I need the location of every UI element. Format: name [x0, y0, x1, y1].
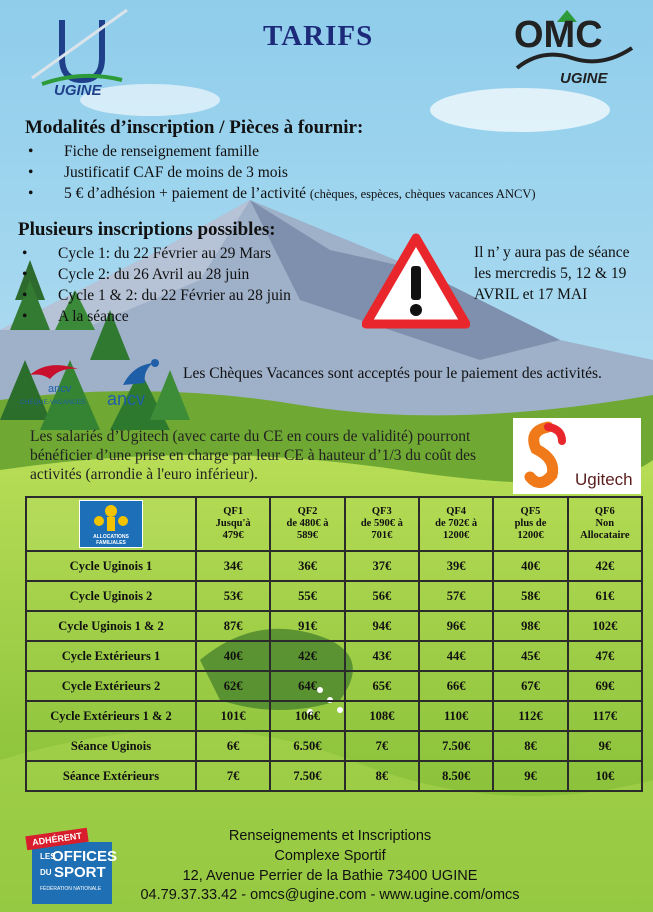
price-cell: 7.50€: [419, 731, 493, 761]
table-row: [26, 551, 642, 581]
page-title: TARIFS: [263, 20, 374, 52]
price-cell: 8.50€: [419, 761, 493, 791]
price-cell: 47€: [568, 641, 642, 671]
caf-logo: [79, 500, 143, 548]
price-cell: 39€: [419, 551, 493, 581]
price-cell: 53€: [196, 581, 270, 611]
price-cell: 44€: [419, 641, 493, 671]
price-cell: 34€: [196, 551, 270, 581]
omcs-logo-text: OMC: [514, 14, 603, 56]
adherent-badge: ADHÉRENT: [25, 828, 88, 850]
price-cell: 69€: [568, 671, 642, 701]
price-cell: 40€: [493, 551, 567, 581]
list-item: • Cycle 1 & 2: du 22 Février au 28 juin: [14, 285, 354, 306]
footer-email[interactable]: omcs@ugine.com: [250, 887, 367, 903]
footer-separator: -: [241, 887, 247, 903]
price-cell: 45€: [493, 641, 567, 671]
qf1-header: QF1 Jusqu'à 479€: [196, 497, 270, 551]
price-cell: 108€: [345, 701, 419, 731]
list-item: • Fiche de renseignement famille: [20, 141, 640, 162]
price-cell: 40€: [196, 641, 270, 671]
modalites-heading: Modalités d’inscription / Pièces à fournir:: [25, 117, 364, 138]
offices-logo-line: FÉDÉRATION NATIONALE: [40, 886, 102, 892]
price-cell: 117€: [568, 701, 642, 731]
price-cell: 8€: [493, 731, 567, 761]
table-row: [26, 701, 642, 731]
table-row: [26, 581, 642, 611]
qf2-header: QF2 de 480€ à 589€: [270, 497, 344, 551]
payment-note: (chèques, espèces, chèques vacances ANCV): [309, 187, 536, 201]
ancv-logo-text: ancv: [48, 383, 72, 395]
price-cell: 8€: [345, 761, 419, 791]
offices-logo-line: DU: [40, 868, 52, 877]
offices-logo-line: LES: [40, 852, 56, 861]
offices-logo-line: SPORT: [54, 864, 106, 881]
ancv-logo-text: ancv: [107, 389, 146, 409]
price-cell: 57€: [419, 581, 493, 611]
price-cell: 58€: [493, 581, 567, 611]
price-cell: 91€: [270, 611, 344, 641]
footer-contact: [110, 887, 550, 903]
ancv-logo-cheque: [20, 357, 92, 412]
price-cell: 62€: [196, 671, 270, 701]
price-cell: 65€: [345, 671, 419, 701]
modalites-list: [20, 141, 640, 205]
caf-logo-cell: [26, 497, 196, 551]
row-label: Séance Extérieurs: [26, 761, 196, 791]
ancv-logo-subtext: CHEQUE-VACANCES: [20, 399, 86, 406]
offices-du-sport-logo: [22, 828, 118, 908]
footer-phone: 04.79.37.33.42: [140, 887, 238, 903]
table-row: [26, 611, 642, 641]
ugine-logo-text: UGINE: [54, 82, 102, 99]
price-cell: 56€: [345, 581, 419, 611]
row-label: Cycle Extérieurs 2: [26, 671, 196, 701]
price-cell: 43€: [345, 641, 419, 671]
price-cell: 9€: [568, 731, 642, 761]
price-cell: 110€: [419, 701, 493, 731]
footer-address: 12, Avenue Perrier de la Bathie 73400 UGINE: [182, 868, 478, 884]
price-cell: 10€: [568, 761, 642, 791]
table-row: [26, 641, 642, 671]
price-cell: 61€: [568, 581, 642, 611]
price-cell: 96€: [419, 611, 493, 641]
qf5-header: QF5 plus de 1200€: [493, 497, 567, 551]
offices-logo-line: OFFICES: [52, 848, 118, 865]
list-item: • 5 € d’adhésion + paiement de l’activité (chèques, espèces, chèques vacances ANCV): [20, 183, 640, 205]
price-cell: 42€: [568, 551, 642, 581]
ugitech-logo: [513, 418, 641, 494]
closure-notice: Il n’ y aura pas de séance les mercredis 5, 12 & 19 AVRIL et 17 MAI: [474, 244, 630, 303]
list-item: • Cycle 1: du 22 Février au 29 Mars: [14, 243, 354, 264]
ancv-acceptance-text: Les Chèques Vacances sont acceptés pour le paiement des activités.: [183, 365, 602, 382]
price-cell: 7€: [196, 761, 270, 791]
ugitech-logo-mark: [518, 421, 578, 491]
row-label: Cycle Extérieurs 1 & 2: [26, 701, 196, 731]
price-cell: 102€: [568, 611, 642, 641]
price-cell: 87€: [196, 611, 270, 641]
row-label: Séance Uginois: [26, 731, 196, 761]
offices-logo-box: [32, 842, 118, 904]
ugitech-logo-text: Ugitech: [575, 470, 633, 489]
price-cell: 6€: [196, 731, 270, 761]
footer-venue: Complexe Sportif: [274, 848, 386, 864]
caf-logo-mark: [80, 501, 142, 535]
price-cell: 9€: [493, 761, 567, 791]
row-label: Cycle Uginois 2: [26, 581, 196, 611]
ancv-bird-blue: [103, 355, 178, 391]
ancv-logo: [103, 355, 178, 413]
row-label: Cycle Uginois 1 & 2: [26, 611, 196, 641]
price-cell: 55€: [270, 581, 344, 611]
price-cell: 66€: [419, 671, 493, 701]
row-label: Cycle Uginois 1: [26, 551, 196, 581]
tariff-table: [25, 496, 643, 792]
row-label: Cycle Extérieurs 1: [26, 641, 196, 671]
omcs-logo-subtext: UGINE: [560, 70, 608, 87]
price-cell: 67€: [493, 671, 567, 701]
ugine-logo: [22, 8, 132, 103]
price-cell: 7.50€: [270, 761, 344, 791]
price-cell: 42€: [270, 641, 344, 671]
inscriptions-heading: Plusieurs inscriptions possibles:: [18, 219, 276, 240]
footer-website[interactable]: www.ugine.com/omcs: [379, 887, 520, 903]
qf6-header: QF6 Non Allocataire: [568, 497, 642, 551]
price-cell: 94€: [345, 611, 419, 641]
table-row: [26, 671, 642, 701]
list-item: • Cycle 2: du 26 Avril au 28 juin: [14, 264, 354, 285]
qf3-header: QF3 de 590€ à 701€: [345, 497, 419, 551]
ce-discount-text: Les salariés d’Ugitech (avec carte du CE en cours de validité) pourront bénéficier d’une prise en charge par leur CE à hauteur d’1/3 du coût des activités (arrondie à l'euro inférieur).: [30, 428, 477, 483]
footer-title: Renseignements et Inscriptions: [228, 828, 432, 844]
inscriptions-list: [14, 243, 354, 327]
warning-triangle-icon: [362, 232, 470, 330]
price-cell: 6.50€: [270, 731, 344, 761]
price-cell: 64€: [270, 671, 344, 701]
list-item: • A la séance: [14, 306, 354, 327]
price-cell: 101€: [196, 701, 270, 731]
price-cell: 37€: [345, 551, 419, 581]
omcs-logo: [512, 8, 642, 93]
footer-separator: -: [370, 887, 376, 903]
table-row: [26, 731, 642, 761]
price-cell: 112€: [493, 701, 567, 731]
price-cell: 36€: [270, 551, 344, 581]
price-cell: 7€: [345, 731, 419, 761]
price-cell: 106€: [270, 701, 344, 731]
caf-logo-text: ALLOCATIONS FAMILIALES: [93, 534, 129, 546]
list-item: • Justificatif CAF de moins de 3 mois: [20, 162, 640, 183]
table-row: [26, 761, 642, 791]
price-cell: 98€: [493, 611, 567, 641]
table-header-row: [26, 497, 642, 551]
qf4-header: QF4 de 702€ à 1200€: [419, 497, 493, 551]
